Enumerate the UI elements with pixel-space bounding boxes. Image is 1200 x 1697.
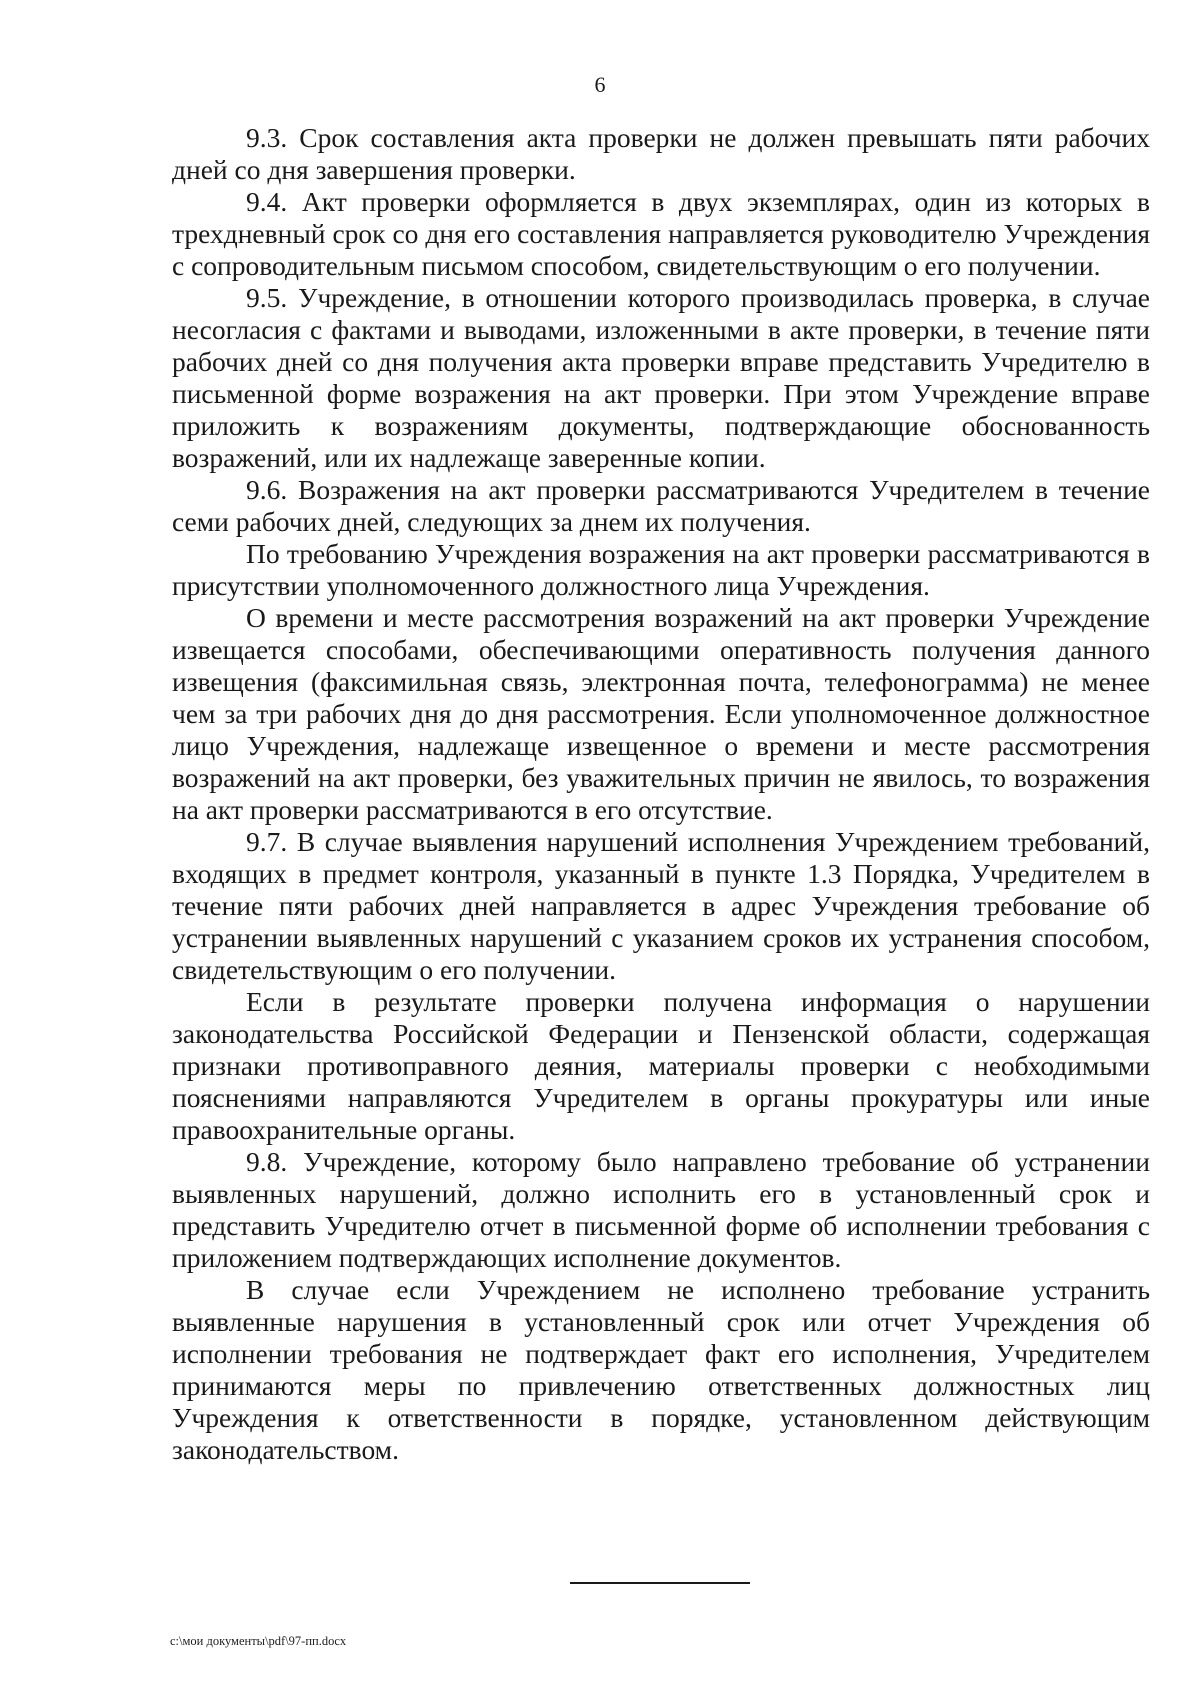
paragraph-9-6: 9.6. Возражения на акт проверки рассматриваются Учредителем в течение семи рабочих дней, следующих за днем их получения. (172, 474, 1150, 537)
footer-file-path: c:\мои документы\pdf\97-пп.docx (170, 1634, 347, 1648)
document-body (172, 122, 1150, 1466)
paragraph-9-7: 9.7. В случае выявления нарушений исполнения Учреждением требований, входящих в предмет контроля, указанный в пункте 1.3 Порядка, Учредителем в течение пяти рабочих дней направляется в адрес Учреждения требование об устранении выявленных нарушений с указанием сроков их устранения способом, свидетельствующим о его получении. (172, 826, 1150, 985)
paragraph-9-3: 9.3. Срок составления акта проверки не должен превышать пяти рабочих дней со дня завершения проверки. (172, 122, 1150, 185)
paragraph-9-7-prosecution: Если в результате проверки получена информация о нарушении законодательства Российской Федерации и Пензенской области, содержащая признаки противоправного деяния, материалы проверки с необходимыми пояснениями направляются Учредителем в органы прокуратуры или иные правоохранительные органы. (172, 986, 1150, 1145)
paragraph-9-6-request: По требованию Учреждения возражения на акт проверки рассматриваются в присутствии уполномоченного должностного лица Учреждения. (172, 538, 1150, 601)
paragraph-9-6-notice: О времени и месте рассмотрения возражений на акт проверки Учреждение извещается способами, обеспечивающими оперативность получения данного извещения (факсимильная связь, электронная почта, телефонограмма) не менее чем за три рабочих дня до дня рассмотрения. Если уполномоченное должностное лицо Учреждения, надлежаще извещенное о времени и месте рассмотрения возражений на акт проверки, без уважительных причин не явилось, то возражения на акт проверки рассматриваются в его отсутствие. (172, 602, 1150, 825)
page-number: 6 (594, 72, 606, 97)
paragraph-9-8-measures: В случае если Учреждением не исполнено требование устранить выявленные нарушения в установленный срок или отчет Учреждения об исполнении требования не подтверждает факт его исполнения, Учредителем принимаются меры по привлечению ответственных должностных лиц Учреждения к ответственности в порядке, установленном действующим законодательством. (172, 1274, 1150, 1465)
paragraph-9-8: 9.8. Учреждение, которому было направлено требование об устранении выявленных нарушений, должно исполнить его в установленный срок и представить Учредителю отчет в письменной форме об исполнении требования с приложением подтверждающих исполнение документов. (172, 1146, 1150, 1273)
paragraph-9-5: 9.5. Учреждение, в отношении которого производилась проверка, в случае несогласия с фактами и выводами, изложенными в акте проверки, в течение пяти рабочих дней со дня получения акта проверки вправе представить Учредителю в письменной форме возражения на акт проверки. При этом Учреждение вправе приложить к возражениям документы, подтверждающие обоснованность возражений, или их надлежаще заверенные копии. (172, 282, 1150, 473)
paragraph-9-4: 9.4. Акт проверки оформляется в двух экземплярах, один из которых в трехдневный срок со дня его составления направляется руководителю Учреждения с сопроводительным письмом способом, свидетельствующим о его получении. (172, 186, 1150, 281)
end-divider (570, 1582, 750, 1584)
